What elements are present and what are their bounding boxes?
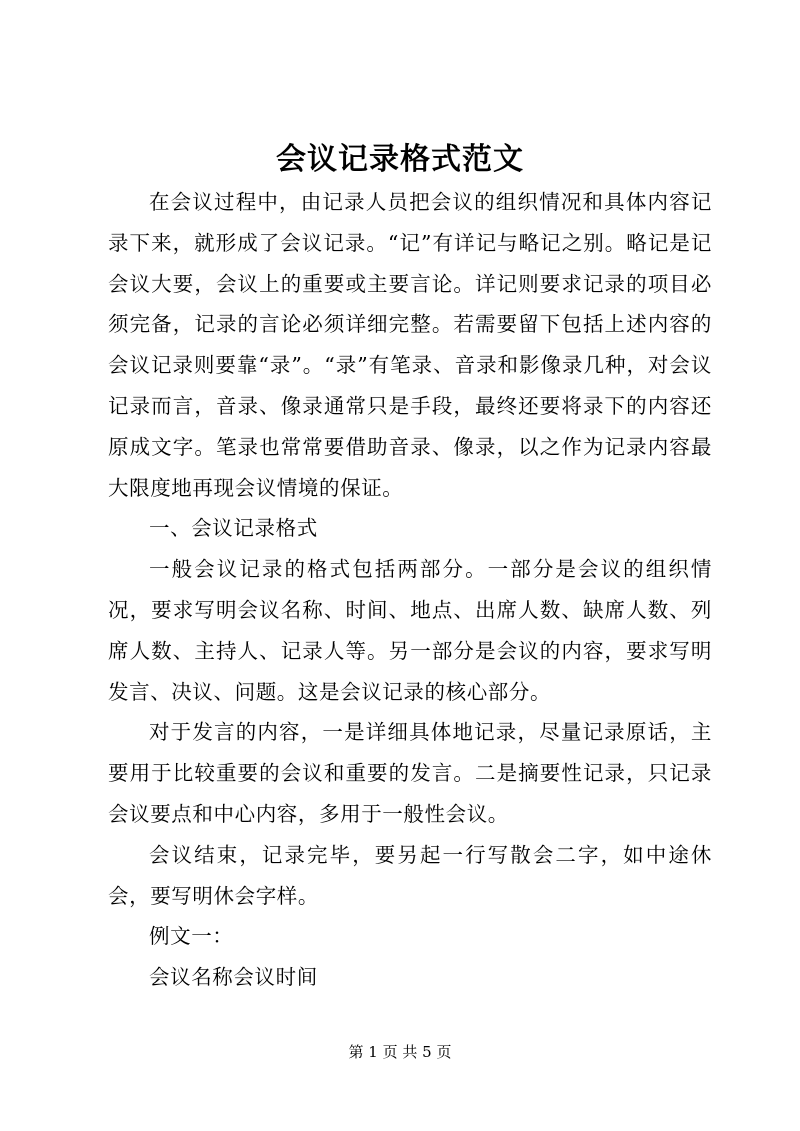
document-title: 会议记录格式范文 bbox=[276, 142, 524, 177]
page-number-footer: 第 1 页 共 5 页 bbox=[348, 1043, 452, 1061]
paragraph-speech-content: 对于发言的内容，一是详细具体地记录，尽量记录原话，主要用于比较重要的会议和重要的发言。二是摘要性记录，只记录会议要点和中心内容，多用于一般性会议。 bbox=[108, 720, 712, 826]
section-heading-format: 一、会议记录格式 bbox=[149, 516, 318, 541]
paragraph-format: 一般会议记录的格式包括两部分。一部分是会议的组织情况，要求写明会议名称、时间、地点、出席人数、缺席人数、列席人数、主持人、记录人等。另一部分是会议的内容，要求写明发言、决议、问题。这是会议记录的核心部分。 bbox=[108, 557, 712, 704]
example-line: 会议名称会议时间 bbox=[149, 965, 318, 990]
example-label: 例文一： bbox=[149, 924, 234, 949]
paragraph-meeting-end: 会议结束，记录完毕，要另起一行写散会二字，如中途休会，要写明休会字样。 bbox=[108, 842, 712, 908]
document-body bbox=[108, 182, 712, 998]
paragraph-intro: 在会议过程中，由记录人员把会议的组织情况和具体内容记录下来，就形成了会议记录。“记”有详记与略记之别。略记是记会议大要，会议上的重要或主要言论。详记则要求记录的项目必须完备，记录的言论必须详细完整。若需要留下包括上述内容的会议记录则要靠“录”。“录”有笔录、音录和影像录几种，对会议记录而言，音录、像录通常只是手段，最终还要将录下的内容还原成文字。笔录也常常要借助音录、像录，以之作为记录内容最大限度地再现会议情境的保证。 bbox=[108, 190, 712, 500]
